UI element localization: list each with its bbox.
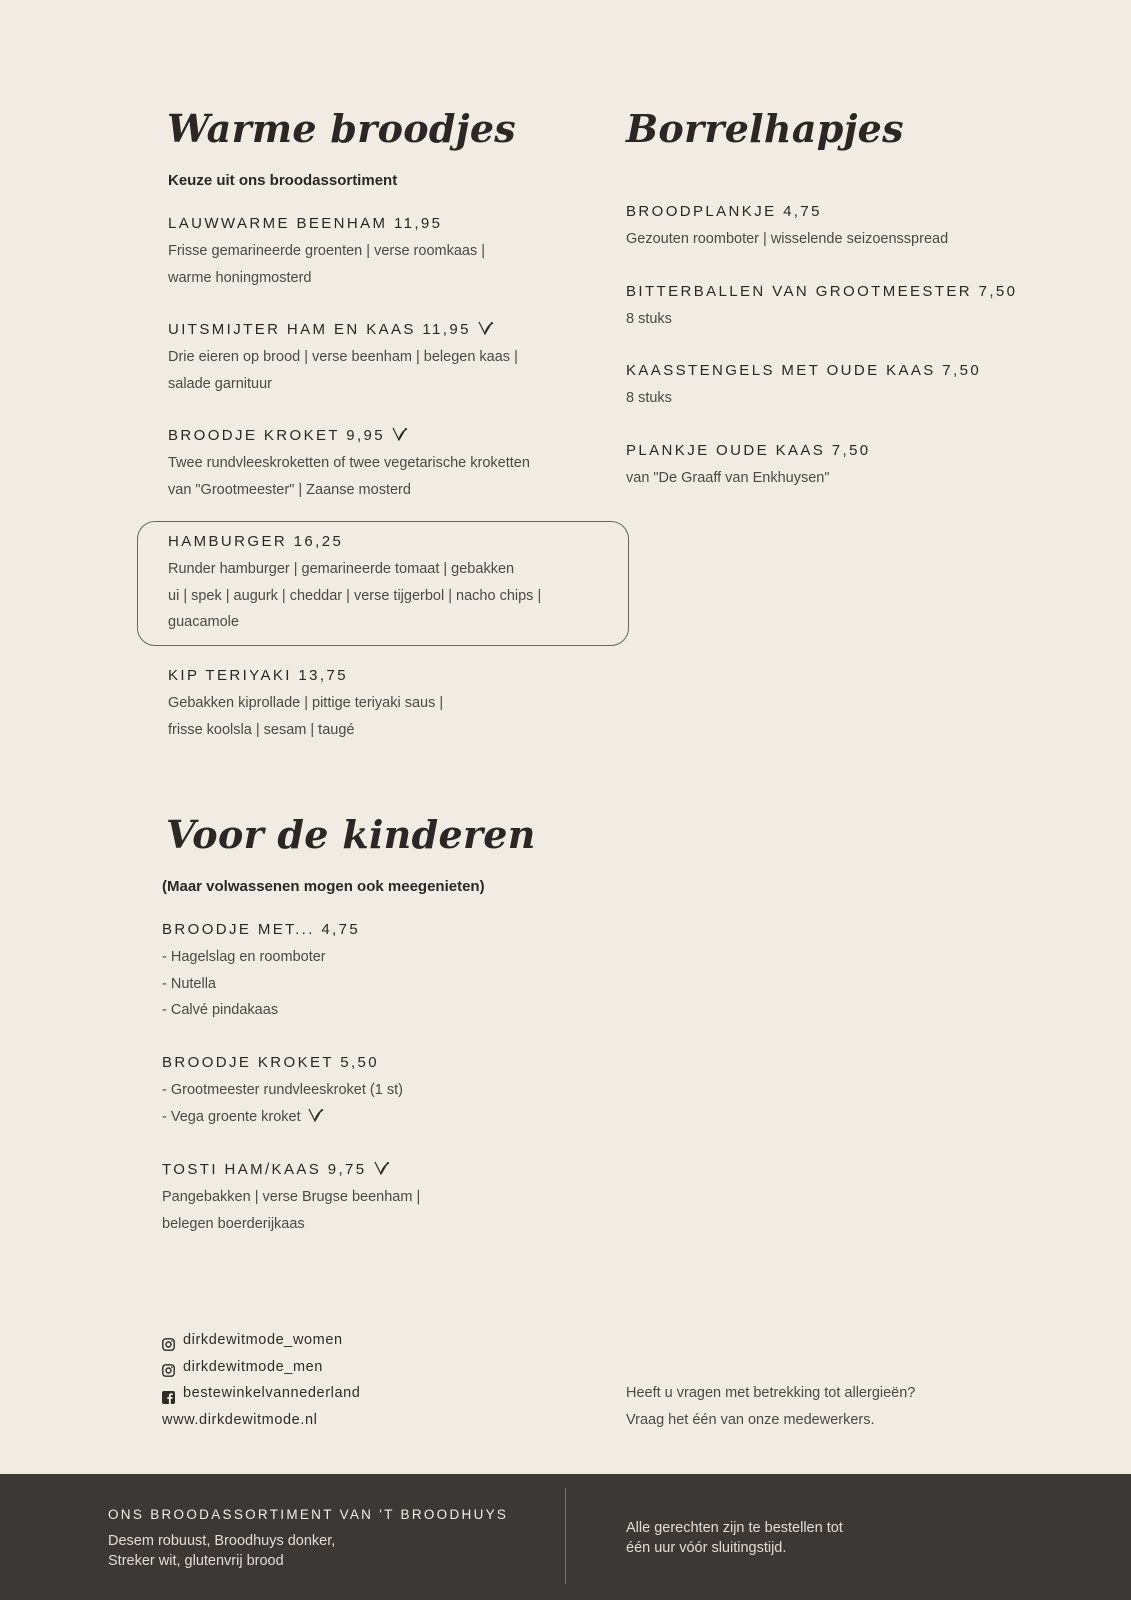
kinderen-heading: Voor de kinderen — [166, 812, 536, 857]
description-line: 8 stuks — [626, 390, 672, 406]
footer-bread-list — [108, 1531, 335, 1571]
item-description — [168, 556, 541, 636]
instagram-women-link[interactable] — [162, 1327, 360, 1354]
menu-item-uitsmijter — [168, 320, 518, 397]
item-description — [626, 385, 981, 412]
instagram-icon — [162, 1360, 175, 1373]
item-title-text: TOSTI HAM/KAAS 9,75 — [162, 1161, 367, 1178]
footer-order-notice — [626, 1518, 843, 1558]
description-line: Runder hamburger | gemarineerde tomaat | gebakken — [168, 561, 515, 577]
description-line: - Hagelslag en roomboter — [162, 949, 326, 965]
allergy-line: Heeft u vragen met betrekking tot allergieën? — [626, 1385, 916, 1401]
item-description — [626, 226, 948, 253]
warme-broodjes-heading: Warme broodjes — [167, 106, 517, 151]
description-line: ui | spek | augurk | cheddar | verse tijgerbol | nacho chips | — [168, 587, 542, 604]
instagram-men-handle: dirkdewitmode_men — [183, 1358, 323, 1375]
description-line: warme honingmosterd — [168, 269, 312, 286]
description-line: Twee rundvleeskroketten of twee vegetarische kroketten — [168, 455, 530, 471]
facebook-icon — [162, 1387, 175, 1400]
item-description — [626, 465, 871, 492]
footer-line: één uur vóór sluitingstijd. — [626, 1540, 787, 1556]
description-line: Gebakken kiprollade | pittige teriyaki saus | — [168, 695, 444, 711]
item-title: PLANKJE OUDE KAAS 7,50 — [626, 442, 871, 459]
vegetarian-leaf-icon — [373, 1160, 391, 1176]
footer-bar — [0, 1474, 1131, 1600]
warme-broodjes-subtitle: Keuze uit ons broodassortiment — [168, 172, 398, 189]
description-line: Pangebakken | verse Brugse beenham | — [162, 1189, 421, 1205]
menu-item-hamburger — [168, 532, 541, 636]
item-description — [626, 306, 1017, 333]
instagram-icon — [162, 1334, 175, 1347]
facebook-handle: bestewinkelvannederland — [183, 1385, 361, 1401]
item-description — [168, 238, 485, 291]
instagram-men-link[interactable] — [162, 1354, 360, 1381]
item-title: BROODJE KROKET 5,50 — [162, 1054, 380, 1071]
description-line: Frisse gemarineerde groenten | verse roomkaas | — [168, 243, 486, 259]
description-line: - Nutella — [162, 975, 216, 992]
description-line: - Calvé pindakaas — [162, 1002, 279, 1018]
item-title: KIP TERIYAKI 13,75 — [168, 667, 348, 684]
item-title: BROODJE MET... 4,75 — [162, 921, 361, 938]
menu-item-tosti — [162, 1160, 420, 1237]
vegetarian-leaf-icon — [391, 426, 409, 442]
item-title-text: UITSMIJTER HAM EN KAAS 11,95 — [168, 321, 471, 338]
menu-item-bitterballen — [626, 282, 1017, 333]
item-title — [162, 1160, 420, 1180]
allergy-notice — [626, 1380, 915, 1433]
footer-divider — [565, 1488, 566, 1584]
kinderen-subtitle: (Maar volwassenen mogen ook meegenieten) — [162, 878, 485, 895]
description-line: Gezouten roomboter | wisselende seizoensspread — [626, 231, 949, 247]
description-line: salade garnituur — [168, 375, 272, 392]
menu-item-broodplankje — [626, 202, 948, 253]
menu-item-lauwwarme-beenham — [168, 214, 485, 291]
item-title — [168, 320, 518, 340]
item-description — [162, 1184, 420, 1237]
description-line: - Grootmeester rundvleeskroket (1 st) — [162, 1082, 403, 1098]
footer-line: Alle gerechten zijn te bestellen tot — [626, 1520, 843, 1536]
menu-item-kip-teriyaki — [168, 666, 443, 743]
item-title: HAMBURGER 16,25 — [168, 533, 344, 550]
social-links — [162, 1327, 360, 1433]
description-line-text: - Vega groente kroket — [162, 1108, 301, 1125]
footer-line: Desem robuust, Broodhuys donker, — [108, 1533, 336, 1549]
website-link[interactable] — [162, 1407, 360, 1434]
description-line: frisse koolsla | sesam | taugé — [168, 721, 355, 738]
allergy-line: Vraag het één van onze medewerkers. — [626, 1411, 875, 1428]
description-line: 8 stuks — [626, 311, 672, 327]
menu-item-kaasstengels — [626, 361, 981, 412]
menu-item-kids-broodje-kroket — [162, 1053, 403, 1130]
item-title — [168, 426, 530, 446]
item-description — [168, 450, 530, 503]
facebook-link[interactable] — [162, 1380, 360, 1407]
item-description — [162, 944, 360, 1024]
menu-item-broodje-kroket — [168, 426, 530, 503]
website-url: www.dirkdewitmode.nl — [162, 1411, 318, 1428]
instagram-women-handle: dirkdewitmode_women — [183, 1332, 343, 1348]
description-line: van "De Graaff van Enkhuysen" — [626, 470, 830, 486]
footer-line: Streker wit, glutenvrij brood — [108, 1553, 284, 1569]
borrelhapjes-heading: Borrelhapjes — [626, 106, 904, 151]
menu-item-plankje-oude-kaas — [626, 441, 871, 492]
item-title: KAASSTENGELS MET OUDE KAAS 7,50 — [626, 362, 982, 379]
description-line — [162, 1104, 403, 1131]
item-title: BROODPLANKJE 4,75 — [626, 203, 822, 220]
description-line: van "Grootmeester" | Zaanse mosterd — [168, 481, 411, 498]
item-description — [168, 344, 518, 397]
vegetarian-leaf-icon — [477, 320, 495, 336]
item-title: BITTERBALLEN VAN GROOTMEESTER 7,50 — [626, 283, 1018, 300]
item-description — [168, 690, 443, 743]
vegetarian-leaf-icon — [307, 1106, 325, 1122]
item-title-text: BROODJE KROKET 9,95 — [168, 427, 386, 444]
item-description — [162, 1077, 403, 1130]
menu-item-broodje-met — [162, 920, 360, 1024]
description-line: belegen boerderijkaas — [162, 1215, 305, 1232]
description-line: guacamole — [168, 614, 239, 630]
footer-title: ONS BROODASSORTIMENT VAN 'T BROODHUYS — [108, 1507, 509, 1522]
description-line: Drie eieren op brood | verse beenham | belegen kaas | — [168, 349, 518, 365]
item-title: LAUWWARME BEENHAM 11,95 — [168, 215, 443, 232]
